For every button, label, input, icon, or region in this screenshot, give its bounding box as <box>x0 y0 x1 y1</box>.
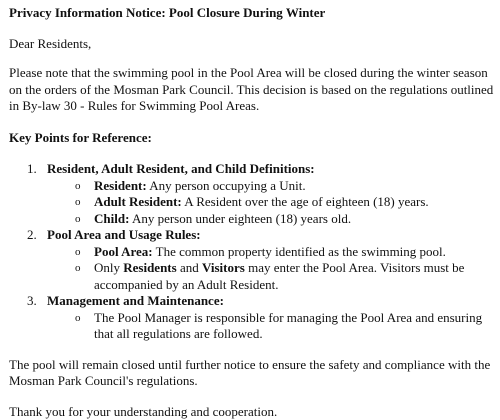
rule-connector: and <box>177 260 202 275</box>
rule-prefix: Only <box>94 260 123 275</box>
sub-list <box>47 310 494 343</box>
definition-text: Any person occupying a Unit. <box>147 178 306 193</box>
definition-term: Pool Area: <box>94 244 153 259</box>
bullet-icon: o <box>75 310 81 327</box>
sub-list-item <box>47 178 494 195</box>
section-title: Pool Area and Usage Rules: <box>47 227 201 242</box>
key-points-heading: Key Points for Reference: <box>9 130 494 147</box>
section-item <box>9 161 494 227</box>
key-points-list <box>9 161 494 343</box>
sub-list <box>47 244 494 294</box>
definition-text: The common property identified as the swimming pool. <box>153 244 446 259</box>
rule-term: Residents <box>123 260 176 275</box>
rule-term: Visitors <box>202 260 245 275</box>
intro-paragraph: Please note that the swimming pool in the Pool Area will be closed during the winter season on the orders of the Mosman Park Council. This decision is based on the regulations outlined in By-law 30 - Rules for Swimming Pool Areas. <box>9 65 494 115</box>
definition-term: Resident: <box>94 178 147 193</box>
definition-text: Any person under eighteen (18) years old. <box>129 211 351 226</box>
sub-list-item <box>47 260 494 293</box>
bullet-icon: o <box>75 244 81 261</box>
thanks-paragraph: Thank you for your understanding and cooperation. <box>9 404 494 420</box>
notice-title: Privacy Information Notice: Pool Closure During Winter <box>9 5 494 22</box>
bullet-icon: o <box>75 211 81 228</box>
bullet-icon: o <box>75 194 81 211</box>
section-number: 2. <box>27 227 37 244</box>
definition-term: Child: <box>94 211 129 226</box>
closing-paragraph: The pool will remain closed until further notice to ensure the safety and compliance with the Mosman Park Council's regulations. <box>9 357 494 390</box>
bullet-icon: o <box>75 178 81 195</box>
section-item <box>9 293 494 343</box>
sub-list-item <box>47 310 494 343</box>
section-number: 1. <box>27 161 37 178</box>
section-title: Management and Maintenance: <box>47 293 224 308</box>
rule-text: may enter the Pool Area. Visitors must be accompanied by an Adult Resident. <box>94 260 464 292</box>
bullet-icon: o <box>75 260 81 277</box>
greeting: Dear Residents, <box>9 36 494 53</box>
section-item <box>9 227 494 293</box>
section-number: 3. <box>27 293 37 310</box>
sub-list-item <box>47 194 494 211</box>
definition-term: Adult Resident: <box>94 194 182 209</box>
section-title: Resident, Adult Resident, and Child Definitions: <box>47 161 315 176</box>
sub-list <box>47 178 494 228</box>
sub-list-item <box>47 244 494 261</box>
sub-list-item <box>47 211 494 228</box>
management-text: The Pool Manager is responsible for managing the Pool Area and ensuring that all regulations are followed. <box>94 310 482 342</box>
definition-text: A Resident over the age of eighteen (18) years. <box>182 194 429 209</box>
